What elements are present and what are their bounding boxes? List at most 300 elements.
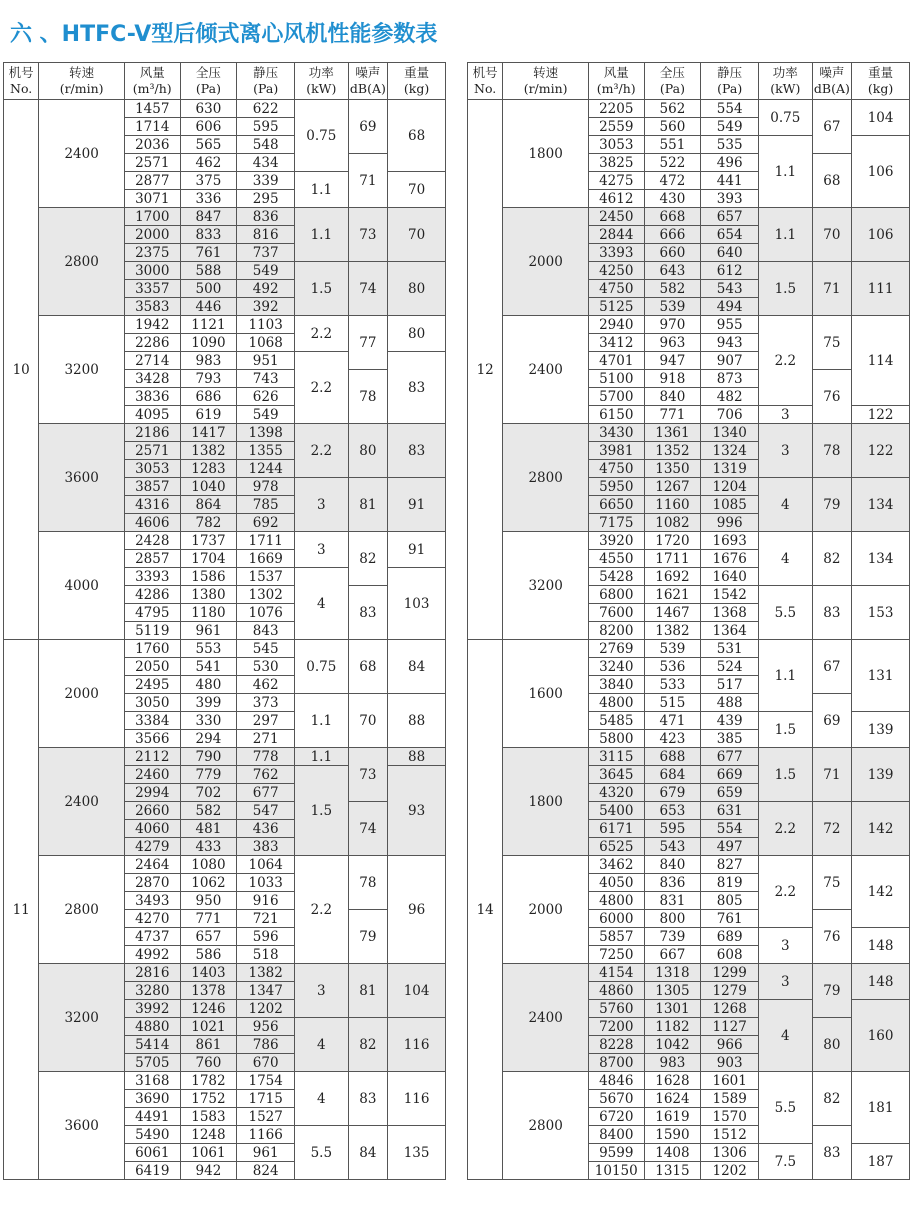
- static-pressure-cell: 996: [701, 514, 759, 532]
- power-cell: 5.5: [759, 1072, 813, 1144]
- static-pressure-cell: 907: [701, 352, 759, 370]
- total-pressure-cell: 471: [644, 712, 701, 730]
- power-cell: 7.5: [759, 1144, 813, 1180]
- page-title: 六 、HTFC-V型后倾式离心风机性能参数表: [10, 22, 438, 47]
- weight-cell: 134: [852, 532, 910, 586]
- static-pressure-cell: 549: [701, 118, 759, 136]
- model-no: 12: [468, 100, 503, 640]
- noise-cell: 79: [812, 478, 852, 532]
- total-pressure-cell: 942: [180, 1162, 237, 1180]
- power-cell: 4: [295, 1072, 349, 1126]
- flow-cell: 3462: [588, 856, 644, 874]
- total-pressure-cell: 1628: [644, 1072, 701, 1090]
- static-pressure-cell: 596: [237, 928, 295, 946]
- total-pressure-cell: 472: [644, 172, 701, 190]
- total-pressure-cell: 1382: [644, 622, 701, 640]
- header-model-no: [468, 63, 503, 100]
- total-pressure-cell: 961: [180, 622, 237, 640]
- static-pressure-cell: 1382: [237, 964, 295, 982]
- static-pressure-cell: 1302: [237, 586, 295, 604]
- flow-cell: 5857: [588, 928, 644, 946]
- flow-cell: 4606: [124, 514, 180, 532]
- total-pressure-cell: 294: [180, 730, 237, 748]
- flow-cell: 3050: [124, 694, 180, 712]
- noise-cell: 80: [348, 424, 388, 478]
- flow-cell: 3071: [124, 190, 180, 208]
- flow-cell: 3384: [124, 712, 180, 730]
- total-pressure-cell: 643: [644, 262, 701, 280]
- static-pressure-cell: 535: [701, 136, 759, 154]
- power-cell: 1.1: [295, 748, 349, 766]
- header-speed-line: 转速: [69, 65, 95, 80]
- flow-cell: 5490: [124, 1126, 180, 1144]
- speed-cell: 3600: [39, 424, 125, 532]
- static-pressure-cell: 524: [701, 658, 759, 676]
- weight-cell: 116: [388, 1018, 446, 1072]
- header-static-pressure-line: (Pa): [717, 81, 743, 96]
- total-pressure-cell: 586: [180, 946, 237, 964]
- header-total-pressure-line: (Pa): [195, 81, 221, 96]
- total-pressure-cell: 330: [180, 712, 237, 730]
- static-pressure-cell: 482: [701, 388, 759, 406]
- spec-table-right: [467, 62, 910, 1180]
- flow-cell: 7175: [588, 514, 644, 532]
- static-pressure-cell: 692: [237, 514, 295, 532]
- total-pressure-cell: 761: [180, 244, 237, 262]
- weight-cell: 134: [852, 478, 910, 532]
- total-pressure-cell: 539: [644, 298, 701, 316]
- weight-cell: 106: [852, 208, 910, 262]
- total-pressure-cell: 539: [644, 640, 701, 658]
- weight-cell: 104: [388, 964, 446, 1018]
- table-row: [4, 208, 446, 226]
- flow-cell: 8400: [588, 1126, 644, 1144]
- power-cell: 3: [759, 406, 813, 424]
- total-pressure-cell: 480: [180, 676, 237, 694]
- header-noise: [812, 63, 852, 100]
- flow-cell: 3493: [124, 892, 180, 910]
- static-pressure-cell: 943: [701, 334, 759, 352]
- flow-cell: 4612: [588, 190, 644, 208]
- speed-cell: 1800: [503, 100, 589, 208]
- static-pressure-cell: 955: [701, 316, 759, 334]
- total-pressure-cell: 541: [180, 658, 237, 676]
- static-pressure-cell: 392: [237, 298, 295, 316]
- header-total-pressure: [180, 63, 237, 100]
- noise-cell: 75: [812, 316, 852, 370]
- static-pressure-cell: 1715: [237, 1090, 295, 1108]
- total-pressure-cell: 1315: [644, 1162, 701, 1180]
- flow-cell: 5400: [588, 802, 644, 820]
- table-row: [468, 316, 910, 334]
- static-pressure-cell: 1268: [701, 1000, 759, 1018]
- flow-cell: 6000: [588, 910, 644, 928]
- table-row: [4, 316, 446, 334]
- static-pressure-cell: 612: [701, 262, 759, 280]
- total-pressure-cell: 1061: [180, 1144, 237, 1162]
- static-pressure-cell: 1542: [701, 586, 759, 604]
- speed-cell: 3200: [39, 316, 125, 424]
- total-pressure-cell: 1711: [644, 550, 701, 568]
- header-power-line: (kW): [770, 81, 801, 96]
- table-row: [468, 640, 910, 658]
- total-pressure-cell: 836: [644, 874, 701, 892]
- static-pressure-cell: 295: [237, 190, 295, 208]
- static-pressure-cell: 631: [701, 802, 759, 820]
- table-row: [4, 640, 446, 658]
- total-pressure-cell: 375: [180, 172, 237, 190]
- static-pressure-cell: 1527: [237, 1108, 295, 1126]
- flow-cell: 2450: [588, 208, 644, 226]
- static-pressure-cell: 805: [701, 892, 759, 910]
- table-header: [4, 63, 446, 100]
- noise-cell: 68: [348, 640, 388, 694]
- static-pressure-cell: 434: [237, 154, 295, 172]
- total-pressure-cell: 1318: [644, 964, 701, 982]
- weight-cell: 88: [388, 748, 446, 766]
- total-pressure-cell: 462: [180, 154, 237, 172]
- flow-cell: 9599: [588, 1144, 644, 1162]
- power-cell: 5.5: [759, 586, 813, 640]
- total-pressure-cell: 500: [180, 280, 237, 298]
- noise-cell: 84: [348, 1126, 388, 1180]
- static-pressure-cell: 1693: [701, 532, 759, 550]
- static-pressure-cell: 1669: [237, 550, 295, 568]
- flow-cell: 3430: [588, 424, 644, 442]
- total-pressure-cell: 793: [180, 370, 237, 388]
- static-pressure-cell: 1754: [237, 1072, 295, 1090]
- flow-cell: 6800: [588, 586, 644, 604]
- noise-cell: 71: [348, 154, 388, 208]
- power-cell: 0.75: [295, 100, 349, 172]
- speed-cell: 2800: [39, 856, 125, 964]
- total-pressure-cell: 1752: [180, 1090, 237, 1108]
- flow-cell: 4550: [588, 550, 644, 568]
- flow-cell: 4701: [588, 352, 644, 370]
- header-power-line: 功率: [308, 65, 334, 80]
- weight-cell: 181: [852, 1072, 910, 1144]
- noise-cell: 78: [348, 370, 388, 424]
- flow-cell: 2877: [124, 172, 180, 190]
- speed-cell: 2000: [503, 208, 589, 316]
- noise-cell: 82: [812, 532, 852, 586]
- weight-cell: 114: [852, 316, 910, 406]
- static-pressure-cell: 1127: [701, 1018, 759, 1036]
- weight-cell: 106: [852, 136, 910, 208]
- static-pressure-cell: 1033: [237, 874, 295, 892]
- static-pressure-cell: 824: [237, 1162, 295, 1180]
- static-pressure-cell: 1368: [701, 604, 759, 622]
- power-cell: 3: [759, 928, 813, 964]
- flow-cell: 4279: [124, 838, 180, 856]
- noise-cell: 73: [348, 748, 388, 802]
- total-pressure-cell: 667: [644, 946, 701, 964]
- header-weight-line: (kg): [403, 81, 430, 96]
- flow-cell: 4286: [124, 586, 180, 604]
- flow-cell: 2205: [588, 100, 644, 118]
- flow-cell: 2940: [588, 316, 644, 334]
- header-flow: [124, 63, 180, 100]
- total-pressure-cell: 779: [180, 766, 237, 784]
- total-pressure-cell: 430: [644, 190, 701, 208]
- table-row: [468, 1072, 910, 1090]
- static-pressure-cell: 721: [237, 910, 295, 928]
- static-pressure-cell: 271: [237, 730, 295, 748]
- flow-cell: 8700: [588, 1054, 644, 1072]
- noise-cell: 69: [812, 694, 852, 748]
- noise-cell: 83: [348, 586, 388, 640]
- flow-cell: 3393: [124, 568, 180, 586]
- flow-cell: 2286: [124, 334, 180, 352]
- weight-cell: 93: [388, 766, 446, 856]
- total-pressure-cell: 861: [180, 1036, 237, 1054]
- header-weight-line: (kg): [867, 81, 894, 96]
- speed-cell: 1600: [503, 640, 589, 748]
- static-pressure-cell: 554: [701, 820, 759, 838]
- power-cell: 4: [759, 1000, 813, 1072]
- static-pressure-cell: 951: [237, 352, 295, 370]
- header-static-pressure-line: (Pa): [253, 81, 279, 96]
- speed-cell: 4000: [39, 532, 125, 640]
- static-pressure-cell: 462: [237, 676, 295, 694]
- flow-cell: 3053: [124, 460, 180, 478]
- flow-cell: 1942: [124, 316, 180, 334]
- total-pressure-cell: 782: [180, 514, 237, 532]
- flow-cell: 4750: [588, 460, 644, 478]
- total-pressure-cell: 1160: [644, 496, 701, 514]
- total-pressure-cell: 1467: [644, 604, 701, 622]
- total-pressure-cell: 684: [644, 766, 701, 784]
- static-pressure-cell: 819: [701, 874, 759, 892]
- static-pressure-cell: 441: [701, 172, 759, 190]
- total-pressure-cell: 831: [644, 892, 701, 910]
- static-pressure-cell: 297: [237, 712, 295, 730]
- total-pressure-cell: 790: [180, 748, 237, 766]
- noise-cell: 71: [812, 262, 852, 316]
- flow-cell: 3053: [588, 136, 644, 154]
- total-pressure-cell: 1062: [180, 874, 237, 892]
- noise-cell: 81: [348, 964, 388, 1018]
- noise-cell: 82: [348, 532, 388, 586]
- static-pressure-cell: 385: [701, 730, 759, 748]
- flow-cell: 4095: [124, 406, 180, 424]
- header-model-no-line: 机号: [472, 65, 498, 80]
- flow-cell: 4795: [124, 604, 180, 622]
- flow-cell: 2857: [124, 550, 180, 568]
- static-pressure-cell: 1085: [701, 496, 759, 514]
- weight-cell: 142: [852, 856, 910, 928]
- total-pressure-cell: 800: [644, 910, 701, 928]
- total-pressure-cell: 1042: [644, 1036, 701, 1054]
- power-cell: 2.2: [295, 856, 349, 964]
- flow-cell: 3240: [588, 658, 644, 676]
- static-pressure-cell: 622: [237, 100, 295, 118]
- total-pressure-cell: 582: [180, 802, 237, 820]
- static-pressure-cell: 785: [237, 496, 295, 514]
- total-pressure-cell: 588: [180, 262, 237, 280]
- static-pressure-cell: 545: [237, 640, 295, 658]
- static-pressure-cell: 1064: [237, 856, 295, 874]
- noise-cell: 71: [812, 748, 852, 802]
- flow-cell: 5485: [588, 712, 644, 730]
- power-cell: 4: [759, 478, 813, 532]
- weight-cell: 148: [852, 964, 910, 1000]
- header-noise-line: dB(A): [349, 81, 386, 96]
- total-pressure-cell: 1782: [180, 1072, 237, 1090]
- flow-cell: 3981: [588, 442, 644, 460]
- speed-cell: 2800: [503, 1072, 589, 1180]
- flow-cell: 1700: [124, 208, 180, 226]
- static-pressure-cell: 903: [701, 1054, 759, 1072]
- weight-cell: 70: [388, 172, 446, 208]
- flow-cell: 8228: [588, 1036, 644, 1054]
- static-pressure-cell: 816: [237, 226, 295, 244]
- flow-cell: 8200: [588, 622, 644, 640]
- power-cell: 1.1: [295, 208, 349, 262]
- total-pressure-cell: 666: [644, 226, 701, 244]
- flow-cell: 1457: [124, 100, 180, 118]
- static-pressure-cell: 1512: [701, 1126, 759, 1144]
- flow-cell: 3645: [588, 766, 644, 784]
- static-pressure-cell: 488: [701, 694, 759, 712]
- flow-cell: 2769: [588, 640, 644, 658]
- static-pressure-cell: 836: [237, 208, 295, 226]
- static-pressure-cell: 1589: [701, 1090, 759, 1108]
- weight-cell: 187: [852, 1144, 910, 1180]
- header-flow-line: 风量: [603, 65, 629, 80]
- static-pressure-cell: 761: [701, 910, 759, 928]
- flow-cell: 3690: [124, 1090, 180, 1108]
- total-pressure-cell: 423: [644, 730, 701, 748]
- table-row: [468, 532, 910, 550]
- flow-cell: 4320: [588, 784, 644, 802]
- total-pressure-cell: 1121: [180, 316, 237, 334]
- static-pressure-cell: 1204: [701, 478, 759, 496]
- header-model-no-line: No.: [474, 81, 497, 96]
- flow-cell: 4270: [124, 910, 180, 928]
- total-pressure-cell: 950: [180, 892, 237, 910]
- total-pressure-cell: 918: [644, 370, 701, 388]
- noise-cell: 76: [812, 370, 852, 424]
- weight-cell: 139: [852, 748, 910, 802]
- header-static-pressure-line: 静压: [253, 65, 279, 80]
- noise-cell: 81: [348, 478, 388, 532]
- noise-cell: 69: [348, 100, 388, 154]
- total-pressure-cell: 702: [180, 784, 237, 802]
- flow-cell: 3412: [588, 334, 644, 352]
- total-pressure-cell: 760: [180, 1054, 237, 1072]
- header-total-pressure-line: 全压: [195, 65, 221, 80]
- static-pressure-cell: 626: [237, 388, 295, 406]
- static-pressure-cell: 554: [701, 100, 759, 118]
- flow-cell: 4491: [124, 1108, 180, 1126]
- flow-cell: 3857: [124, 478, 180, 496]
- static-pressure-cell: 497: [701, 838, 759, 856]
- static-pressure-cell: 1202: [701, 1162, 759, 1180]
- noise-cell: 82: [348, 1018, 388, 1072]
- power-cell: 3: [295, 532, 349, 568]
- power-cell: 2.2: [295, 424, 349, 478]
- static-pressure-cell: 778: [237, 748, 295, 766]
- flow-cell: 6061: [124, 1144, 180, 1162]
- weight-cell: 122: [852, 424, 910, 478]
- flow-cell: 3920: [588, 532, 644, 550]
- static-pressure-cell: 518: [237, 946, 295, 964]
- static-pressure-cell: 547: [237, 802, 295, 820]
- flow-cell: 4992: [124, 946, 180, 964]
- static-pressure-cell: 548: [237, 136, 295, 154]
- total-pressure-cell: 1248: [180, 1126, 237, 1144]
- total-pressure-cell: 1350: [644, 460, 701, 478]
- speed-cell: 3200: [39, 964, 125, 1072]
- power-cell: 2.2: [759, 802, 813, 856]
- static-pressure-cell: 1319: [701, 460, 759, 478]
- total-pressure-cell: 657: [180, 928, 237, 946]
- total-pressure-cell: 1267: [644, 478, 701, 496]
- flow-cell: 7600: [588, 604, 644, 622]
- flow-cell: 2714: [124, 352, 180, 370]
- static-pressure-cell: 737: [237, 244, 295, 262]
- flow-cell: 2870: [124, 874, 180, 892]
- weight-cell: 104: [852, 100, 910, 136]
- flow-cell: 3840: [588, 676, 644, 694]
- flow-cell: 3280: [124, 982, 180, 1000]
- table-row: [468, 964, 910, 982]
- speed-cell: 3600: [39, 1072, 125, 1180]
- flow-cell: 3428: [124, 370, 180, 388]
- flow-cell: 4275: [588, 172, 644, 190]
- flow-cell: 5100: [588, 370, 644, 388]
- table-row: [4, 856, 446, 874]
- power-cell: 3: [295, 478, 349, 532]
- weight-cell: 91: [388, 478, 446, 532]
- power-cell: 4: [295, 1018, 349, 1072]
- noise-cell: 67: [812, 640, 852, 694]
- power-cell: 2.2: [295, 316, 349, 352]
- flow-cell: 7200: [588, 1018, 644, 1036]
- noise-cell: 74: [348, 262, 388, 316]
- static-pressure-cell: 494: [701, 298, 759, 316]
- table-row: [4, 532, 446, 550]
- speed-cell: 2800: [39, 208, 125, 316]
- power-cell: 1.5: [295, 766, 349, 856]
- flow-cell: 3393: [588, 244, 644, 262]
- static-pressure-cell: 689: [701, 928, 759, 946]
- total-pressure-cell: 864: [180, 496, 237, 514]
- header-model-no: [4, 63, 39, 100]
- total-pressure-cell: 686: [180, 388, 237, 406]
- total-pressure-cell: 399: [180, 694, 237, 712]
- total-pressure-cell: 1403: [180, 964, 237, 982]
- flow-cell: 4800: [588, 892, 644, 910]
- flow-cell: 2660: [124, 802, 180, 820]
- total-pressure-cell: 1082: [644, 514, 701, 532]
- weight-cell: 116: [388, 1072, 446, 1126]
- static-pressure-cell: 1076: [237, 604, 295, 622]
- header-model-no-line: No.: [10, 81, 33, 96]
- noise-cell: 70: [348, 694, 388, 748]
- static-pressure-cell: 843: [237, 622, 295, 640]
- total-pressure-cell: 1624: [644, 1090, 701, 1108]
- speed-cell: 2400: [503, 964, 589, 1072]
- noise-cell: 79: [348, 910, 388, 964]
- total-pressure-cell: 739: [644, 928, 701, 946]
- flow-cell: 3825: [588, 154, 644, 172]
- total-pressure-cell: 522: [644, 154, 701, 172]
- flow-cell: 4060: [124, 820, 180, 838]
- static-pressure-cell: 706: [701, 406, 759, 424]
- total-pressure-cell: 1692: [644, 568, 701, 586]
